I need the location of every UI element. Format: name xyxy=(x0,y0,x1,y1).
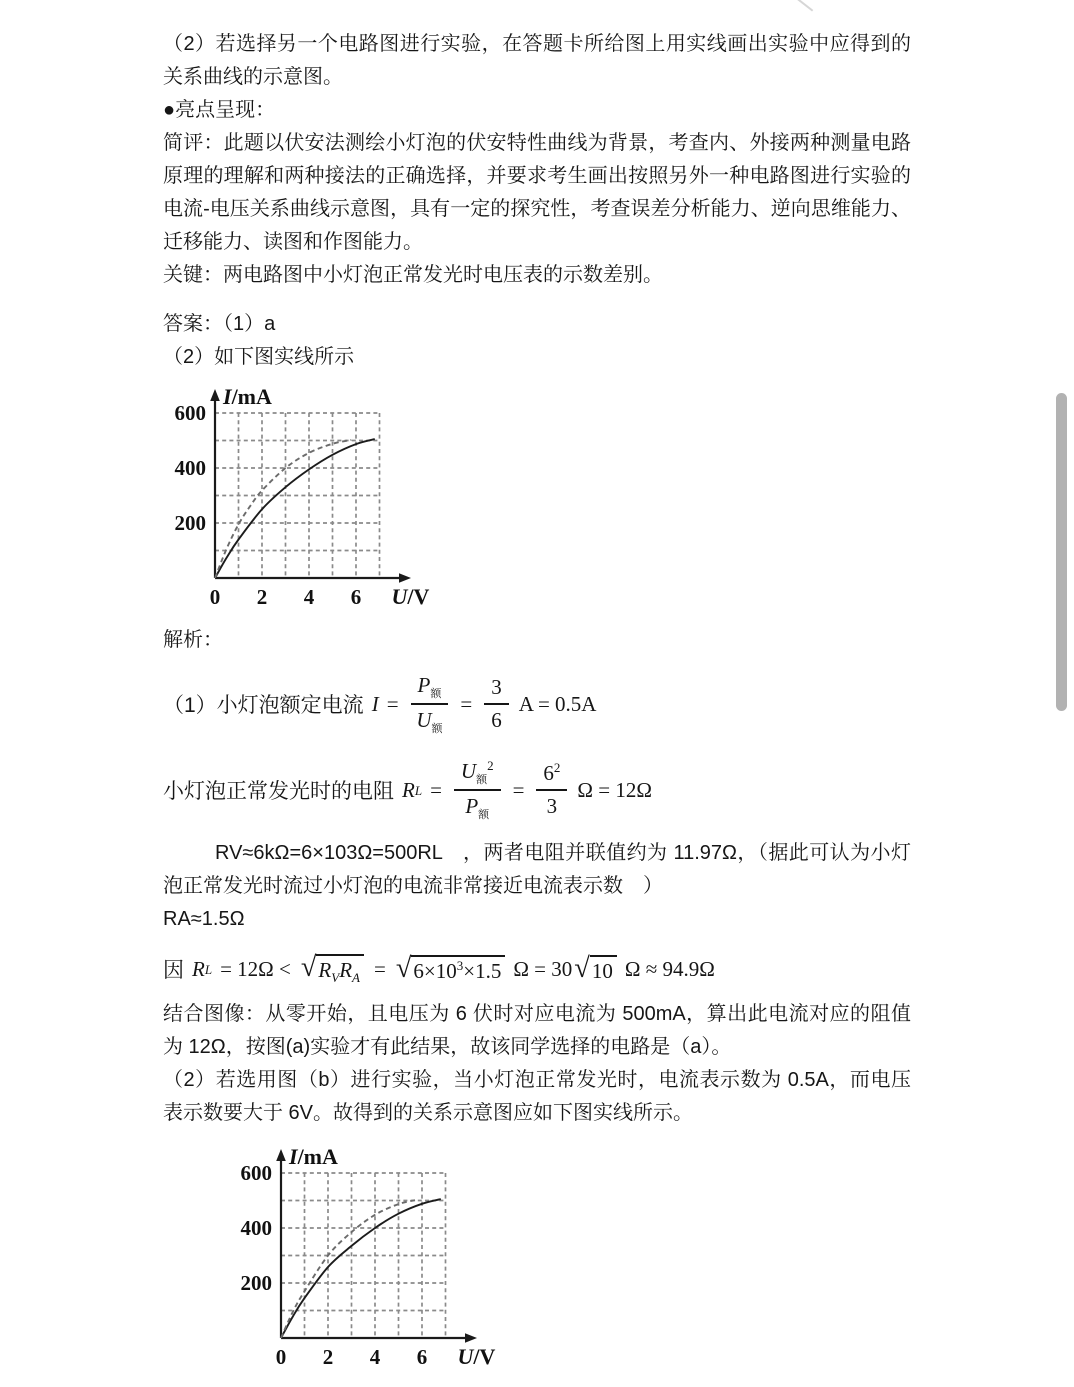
fraction-numerator xyxy=(454,759,501,791)
math-var-R: R xyxy=(402,777,415,802)
vertical-scrollbar-thumb[interactable] xyxy=(1056,393,1067,711)
x-axis-arrow xyxy=(465,1333,477,1343)
y-axis-title: I/mA xyxy=(223,384,272,409)
iv-curve-graph-solution xyxy=(225,1140,497,1382)
y-tick-labels xyxy=(175,401,207,535)
math-mid: Ω = 30 xyxy=(513,956,573,981)
math-var-I: I xyxy=(371,691,379,716)
svg-text:600: 600 xyxy=(240,1161,272,1185)
highlight-heading: ●亮点呈现： xyxy=(163,99,276,121)
formula-prefix: （1）小灯泡额定电流 xyxy=(163,694,364,717)
y-axis-arrow xyxy=(276,1149,286,1161)
svg-text:400: 400 xyxy=(240,1216,272,1240)
math-var-U: U xyxy=(460,758,477,783)
y-axis-arrow xyxy=(210,389,220,401)
math-sqrt-rvra xyxy=(300,951,364,986)
fraction-denominator: 6 xyxy=(491,708,502,732)
x-axis-title: U/V xyxy=(457,1344,496,1369)
formula-comparison xyxy=(163,946,911,992)
paragraph-ra: RA≈1.5Ω xyxy=(163,908,245,930)
math-sqrt-10 xyxy=(574,952,617,984)
svg-text:6: 6 xyxy=(416,1345,428,1369)
formula-result: Ω = 12Ω xyxy=(577,777,652,802)
paragraph-key: 关键：两电路图中小灯泡正常发光时电压表的示数差别。 xyxy=(163,264,663,286)
paragraph-comment: 简评：此题以伏安法测绘小灯泡的伏安特性曲线为背景，考查内、外接两种测量电路原理的理解和两种接法的正确选择，并要求考生画出按照另外一种电路图进行实验的电流-电压关系曲线示意图，具有一定的探究性，考查误差分析能力、逆向思维能力、迁移能力、读图和作图能力。 xyxy=(163,132,911,253)
stray-scan-mark xyxy=(795,0,814,12)
grid-lines xyxy=(215,413,380,578)
math-sub: V xyxy=(331,970,340,986)
x-tick-labels xyxy=(210,585,362,609)
x-tick-labels xyxy=(276,1345,428,1369)
math-fraction-36-over-3 xyxy=(536,761,567,819)
formula-rated-current xyxy=(163,665,911,743)
y-axis-title: I/mA xyxy=(289,1144,338,1169)
fraction-numerator: 3 xyxy=(484,675,509,705)
svg-text:4: 4 xyxy=(369,1345,381,1369)
svg-text:0: 0 xyxy=(275,1345,287,1369)
radical-sign: √ xyxy=(574,952,590,984)
iv-chart-svg xyxy=(159,380,431,622)
math-sub: 额 xyxy=(431,723,443,736)
grid-lines xyxy=(281,1173,446,1338)
svg-text:4: 4 xyxy=(303,585,315,609)
y-tick-labels xyxy=(241,1161,273,1295)
radicand xyxy=(411,955,505,984)
math-equals: = xyxy=(512,777,525,802)
math-fraction-p-over-u xyxy=(411,673,449,735)
radicand xyxy=(316,954,364,984)
math-sup: 3 xyxy=(456,957,464,973)
math-var-R: R xyxy=(192,956,205,981)
dashed-reference-curve xyxy=(281,1200,415,1338)
math-equals: = xyxy=(386,691,399,716)
math-equals: = xyxy=(430,777,442,802)
math-sub: L xyxy=(204,961,213,977)
math-sub: 额 xyxy=(476,774,488,786)
math-sub: 额 xyxy=(430,688,442,700)
math-fraction-u2-over-p xyxy=(454,759,501,821)
formula-prefix: 小灯泡正常发光时的电阻 xyxy=(163,780,394,803)
math-var-R: R xyxy=(339,957,353,982)
dashed-reference-curve xyxy=(215,440,351,578)
svg-text:600: 600 xyxy=(174,401,206,425)
fraction-numerator xyxy=(536,761,567,791)
svg-text:200: 200 xyxy=(174,511,206,535)
svg-text:2: 2 xyxy=(256,585,268,609)
math-fraction-3-over-6 xyxy=(484,675,509,733)
fraction-denominator xyxy=(465,791,489,821)
radical-sign: √ xyxy=(395,952,412,984)
math-var-R: R xyxy=(318,957,332,982)
paragraph-question-2: （2）若选择另一个电路图进行实验，在答题卡所给图上用实线画出实验中应得到的关系曲线的示意图。 xyxy=(163,33,911,88)
fraction-denominator: 3 xyxy=(546,794,558,818)
math-var-P: P xyxy=(465,794,479,818)
math-num: 6×10 xyxy=(413,958,457,983)
math-equals: = xyxy=(460,691,473,716)
svg-text:6: 6 xyxy=(350,585,362,609)
math-sup: 2 xyxy=(487,757,494,773)
paragraph-part2: （2）若选用图（b）进行实验，当小灯泡正常发光时，电流表示数为 0.5A，而电压表示数要大于 6V。故得到的关系示意图应如下图实线所示。 xyxy=(163,1069,911,1124)
iv-chart-svg xyxy=(225,1140,497,1382)
spacer xyxy=(163,292,911,308)
formula-result: A = 0.5A xyxy=(518,691,597,716)
analysis-label: 解析： xyxy=(163,629,223,651)
math-sub: L xyxy=(414,782,423,798)
svg-text:400: 400 xyxy=(174,456,206,480)
math-sqrt-value xyxy=(395,952,506,984)
formula-result: Ω ≈ 94.9Ω xyxy=(624,956,715,981)
svg-text:200: 200 xyxy=(240,1271,272,1295)
svg-text:0: 0 xyxy=(209,585,221,609)
math-sup: 2 xyxy=(553,760,561,775)
x-axis-arrow xyxy=(399,573,411,583)
fraction-numerator xyxy=(411,673,449,705)
fraction-denominator xyxy=(416,705,442,735)
paragraph-conclusion: 结合图像：从零开始，且电压为 6 伏时对应电流为 500mA，算出此电流对应的阻值为 12Ω，按图(a)实验才有此结果，故该同学选择的电路是（a）。 xyxy=(163,1003,911,1058)
iv-curve-graph-answer xyxy=(159,380,431,622)
paragraph-rv: RV≈6kΩ=6×103Ω=500RL ，两者电阻并联值约为 11.97Ω，（据此可认为小灯泡正常发光时流过小灯泡的电流非常接近电流表示数 ） xyxy=(163,842,911,897)
math-compare: = 12Ω < xyxy=(220,956,291,981)
formula-prefix: 因 xyxy=(163,959,184,982)
radical-sign: √ xyxy=(300,951,317,983)
answer-line-2: （2）如下图实线所示 xyxy=(163,346,355,368)
math-var-P: P xyxy=(417,672,431,697)
math-num: ×1.5 xyxy=(463,958,502,983)
math-num: 6 xyxy=(543,761,554,785)
answer-line-1: 答案：（1）a xyxy=(163,313,276,335)
svg-text:2: 2 xyxy=(322,1345,334,1369)
math-sub: A xyxy=(352,970,360,986)
document-page xyxy=(163,28,911,1384)
formula-lamp-resistance xyxy=(163,751,911,829)
radicand: 10 xyxy=(590,955,617,984)
x-axis-title: U/V xyxy=(391,584,430,609)
math-var-U: U xyxy=(416,708,432,732)
math-sub: 额 xyxy=(478,809,490,822)
math-equals: = xyxy=(373,956,386,981)
